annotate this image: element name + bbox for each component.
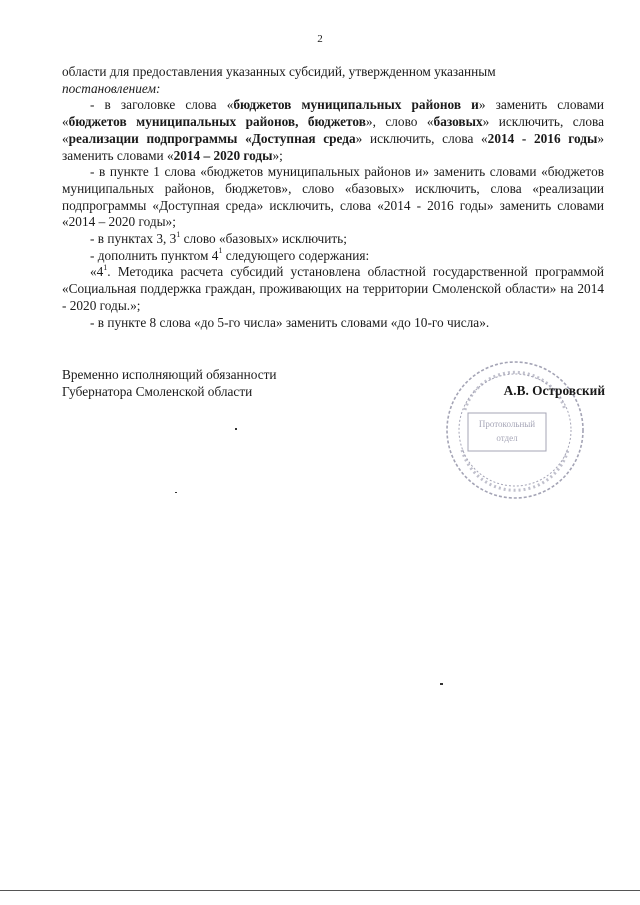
signatory-name: А.В. Островский [503, 383, 605, 398]
stamp-text-line2: отдел [496, 433, 518, 443]
scan-speck [440, 683, 443, 685]
amendment-point-1: - в пункте 1 слова «бюджетов муниципальных районов и» заменить словами «бюджетов муниципальных районов, бюджетов», слово «базовых» исключить, слова «реализации подпрограммы «Доступная среда» исключить, слова «2014 - 2016 годы» заменить словами «2014 – 2020 годы»; [62, 164, 604, 230]
stamp-text-line1: Протокольный [478, 419, 536, 429]
amendment-points-3: - в пунктах 3, $3^1$ слово «базовых» исключить; [90, 229, 347, 247]
paragraph-intro: области для предоставления указанных субсидий, утвержденном указанным [62, 64, 496, 79]
document-body [62, 64, 604, 331]
page-bottom-edge [0, 890, 640, 891]
signatory-title [62, 366, 277, 400]
scan-speck [175, 492, 177, 493]
paragraph-intro-end: постановлением: [62, 80, 161, 96]
amendment-add-point: - дополнить пунктом $4^1$ следующего содержания: [90, 246, 370, 263]
official-stamp [440, 355, 590, 505]
amendment-point-8: - в пункте 8 слова «до 5-го числа» заменить словами «до 10-го числа». [90, 314, 490, 330]
page-number: 2 [317, 33, 323, 45]
signatory-title-line2: Губернатора Смоленской области [62, 384, 253, 399]
signatory-title-line1: Временно исполняющий обязанности [62, 367, 277, 382]
amendment-point-4-1: «$4^1$. Методика расчета субсидий установлена областной государственной программой «Социальная поддержка граждан, проживающих на территории Смоленской области» на 2014 - 2020 годы.»; [62, 263, 604, 313]
amendment-title: - в заголовке слова «бюджетов муниципальных районов и» заменить словами «бюджетов муниципальных районов, бюджетов», слово «базовых» исключить, слова «реализации подпрограммы «Доступная среда» исключить, слова «2014 - 2016 годы» заменить словами «2014 – 2020 годы»; [62, 97, 605, 163]
scan-speck [235, 428, 237, 430]
